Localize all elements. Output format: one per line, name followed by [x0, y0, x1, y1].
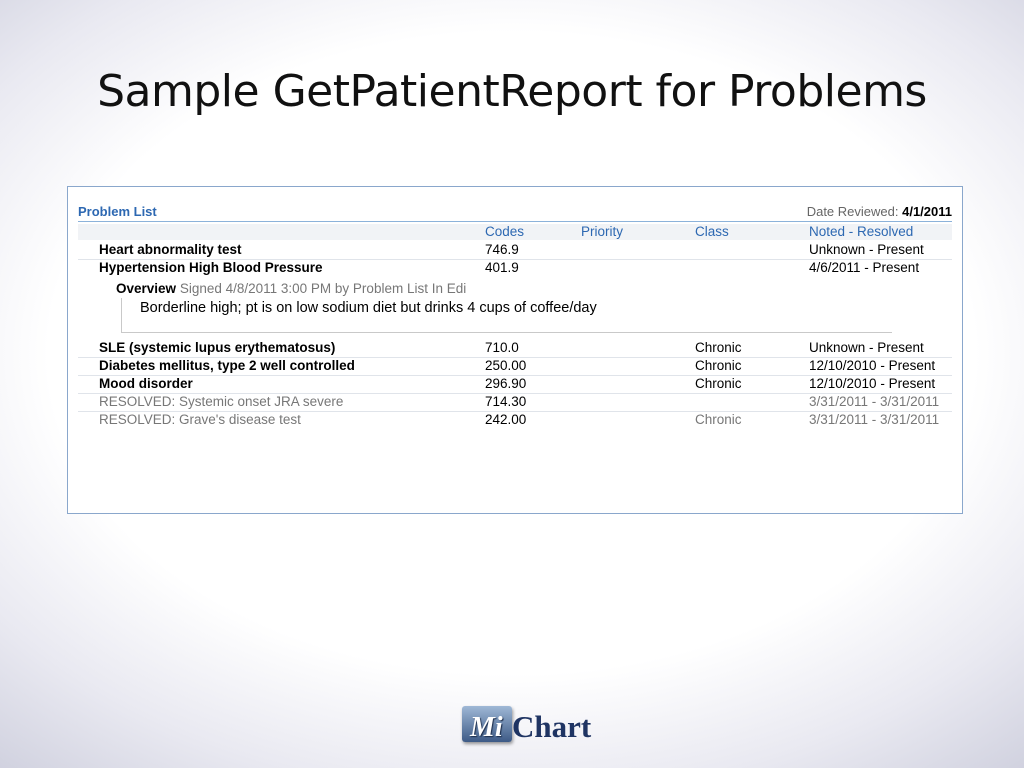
problem-name: RESOLVED: Systemic onset JRA severe: [99, 394, 344, 409]
problem-class: Chronic: [695, 412, 742, 427]
column-header-row: [78, 224, 952, 240]
table-row[interactable]: [78, 339, 952, 358]
problem-name: Hypertension High Blood Pressure: [99, 260, 323, 275]
table-row[interactable]: [78, 411, 952, 429]
problem-name: Mood disorder: [99, 376, 193, 391]
column-class[interactable]: Class: [695, 224, 729, 239]
problem-class: Chronic: [695, 340, 742, 355]
overview-header: [116, 281, 466, 296]
overview-label[interactable]: Overview: [116, 281, 177, 296]
table-row[interactable]: [78, 375, 952, 394]
problem-code: 401.9: [485, 260, 519, 275]
logo-badge: [462, 706, 512, 742]
table-row[interactable]: [78, 241, 952, 260]
overview-text: Borderline high; pt is on low sodium diet but drinks 4 cups of coffee/day: [140, 300, 597, 316]
table-row[interactable]: [78, 259, 952, 277]
problem-noted: 12/10/2010 - Present: [809, 358, 936, 373]
slide-title: Sample GetPatientReport for Problems: [97, 66, 927, 117]
problem-code: 296.90: [485, 376, 527, 391]
problem-class: Chronic: [695, 358, 742, 373]
problem-code: 710.0: [485, 340, 519, 355]
problem-name: SLE (systemic lupus erythematosus): [99, 340, 336, 355]
problem-code: 242.00: [485, 412, 527, 427]
problem-noted: 12/10/2010 - Present: [809, 376, 936, 391]
problem-noted: 3/31/2011 - 3/31/2011: [809, 412, 940, 427]
column-noted-resolved[interactable]: Noted - Resolved: [809, 224, 914, 239]
overview-note: [78, 278, 952, 335]
column-codes[interactable]: Codes: [485, 224, 525, 239]
table-row[interactable]: [78, 357, 952, 376]
date-reviewed: [807, 204, 952, 219]
panel-header: [78, 202, 952, 222]
logo-mi-text: Mi: [470, 712, 503, 743]
problem-name: Heart abnormality test: [99, 242, 242, 257]
problem-name: RESOLVED: Grave's disease test: [99, 412, 301, 427]
header-divider: [78, 221, 952, 222]
date-reviewed-value: 4/1/2011: [902, 204, 952, 219]
problem-noted: Unknown - Present: [809, 340, 924, 355]
problem-noted: 3/31/2011 - 3/31/2011: [809, 394, 940, 409]
problem-code: 250.00: [485, 358, 527, 373]
table-row[interactable]: [78, 393, 952, 412]
problem-code: 746.9: [485, 242, 519, 257]
problem-noted: 4/6/2011 - Present: [809, 260, 920, 275]
michart-logo: [462, 704, 598, 746]
panel-title: Problem List: [78, 204, 157, 219]
overview-signature: Signed 4/8/2011 3:00 PM by Problem List In Edi: [179, 281, 467, 296]
problem-list-panel: [67, 186, 963, 514]
logo-chart-text: Chart: [512, 709, 592, 744]
problem-noted: Unknown - Present: [809, 242, 924, 257]
problem-name: Diabetes mellitus, type 2 well controlled: [99, 358, 355, 373]
problem-class: Chronic: [695, 376, 742, 391]
column-priority[interactable]: Priority: [581, 224, 624, 239]
problem-code: 714.30: [485, 394, 527, 409]
date-reviewed-label: Date Reviewed:: [806, 204, 899, 219]
